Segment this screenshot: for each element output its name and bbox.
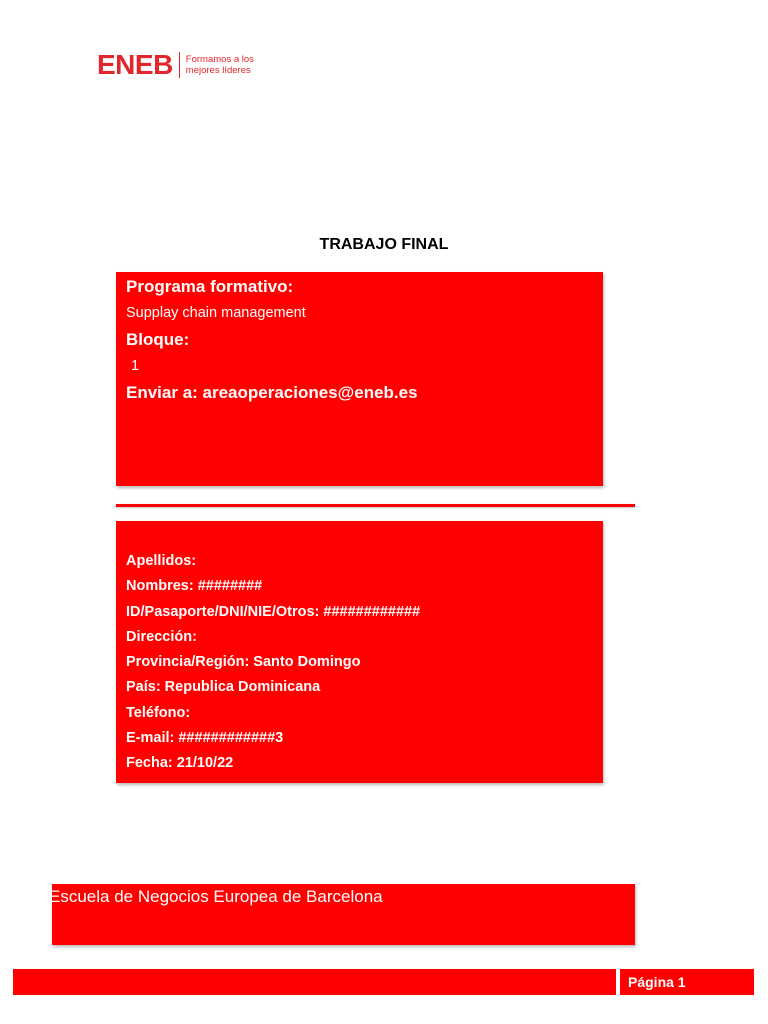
logo-tagline-line1: Formamos a los xyxy=(185,54,254,65)
school-box xyxy=(49,884,635,945)
block-heading: Bloque: xyxy=(126,330,190,349)
field-provincia: Provincia/Región: Santo Domingo xyxy=(126,654,361,671)
field-fecha: Fecha: 21/10/22 xyxy=(126,755,234,772)
logo-wordmark: ENEB xyxy=(97,49,173,80)
field-apellidos: Apellidos: xyxy=(126,553,197,569)
program-box xyxy=(116,272,603,486)
personal-info-box xyxy=(116,521,603,783)
program-heading: Programa formativo: xyxy=(126,277,294,296)
logo-separator xyxy=(179,52,180,78)
footer-bar xyxy=(13,969,616,995)
field-id: ID/Pasaporte/DNI/NIE/Otros: ############ xyxy=(126,603,421,620)
program-value: Supplay chain management xyxy=(126,305,306,321)
field-email: E-mail: ############3 xyxy=(126,730,284,747)
send-to-line: Enviar a: areaoperaciones@eneb.es xyxy=(126,383,418,402)
document-title: TRABAJO FINAL xyxy=(319,236,449,253)
section-divider xyxy=(116,504,635,507)
field-pais: País: Republica Dominicana xyxy=(126,679,321,696)
block-value: 1 xyxy=(131,358,140,374)
school-name: Escuela de Negocios Europea de Barcelona xyxy=(49,887,383,906)
logo-tagline xyxy=(186,54,254,76)
page-number: Página 1 xyxy=(620,969,754,995)
field-nombres: Nombres: ######## xyxy=(126,578,263,595)
logo-tagline-line2: mejores líderes xyxy=(185,65,251,76)
eneb-logo xyxy=(97,50,254,80)
field-direccion: Dirección: xyxy=(126,628,197,645)
field-telefono: Teléfono: xyxy=(126,704,191,721)
